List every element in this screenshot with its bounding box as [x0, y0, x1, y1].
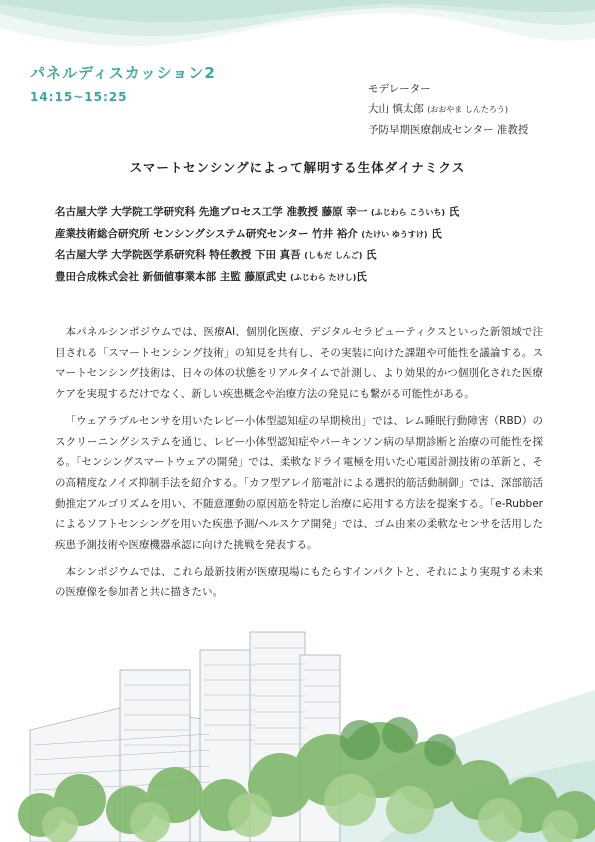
description — [55, 322, 543, 609]
moderator-block — [368, 79, 528, 140]
session-title: パネルディスカッション2 — [30, 64, 216, 82]
session-time: 14:15~15:25 — [30, 90, 128, 104]
session-topic: スマートセンシングによって解明する生体ダイナミクス — [129, 160, 466, 175]
description-paragraph: 本パネルシンポジウムでは、医療AI、個別化医療、デジタルセラピューティクスといった新領域で注目される「スマートセンシング技術」の知見を共有し、その実装に向けた課題や可能性を議論する。スマートセンシング技術は、日々の体の状態をリアルタイムで計測し、より効果的かつ個別化された医療ケアを実現するだけでなく、新しい疾患概念や治療方法の発見にも繋がる可能性がある。 — [55, 326, 543, 401]
hospital-building-illustration — [0, 610, 595, 842]
speaker-item: 産業技術総合研究所 センシングシステム研究センター 竹井 裕介 (たけい ゆうすけ) 氏 — [55, 227, 442, 240]
speaker-item: 豊田合成株式会社 新価値事業本部 主監 藤原武史 (ふじわら たけし)氏 — [55, 270, 367, 283]
moderator-name-line — [368, 99, 528, 120]
description-paragraph: 本シンポジウムでは、これら最新技術が医療現場にもたらすインパクトと、それにより実現する未来の医療像を参加者と共に描きたい。 — [55, 565, 543, 599]
description-paragraph: 「ウェアラブルセンサを用いたレビー小体型認知症の早期検出」では、レム睡眠行動障害（RBD）のスクリーニングシステムを通じ、レビー小体型認知症やパーキンソン病の早期診断と治療の可能性を探る。「センシングスマートウェアの開発」では、柔軟なドライ電極を用いた心電図計測技術の革新と、その高精度なノイズ抑制手法を紹介する。「カフ型アレイ筋電計による選択的筋活動制御」では、深部筋活動推定アルゴリズムを用い、不随意運動の原因筋を特定し治療に応用する方法を提案する。「e-Rubberによるソフトセンシングを用いた疾患予測/ヘルスケア開発」では、ゴム由来の柔軟なセンサを活用した疾患予測技術や医療機器承認に向けた挑戦を発表する。 — [55, 414, 543, 552]
moderator-name: 大山 慎太郎 — [368, 103, 424, 115]
speaker-item: 名古屋大学 大学院工学研究科 先進プロセス工学 准教授 藤原 幸一 (ふじわら こういち) 氏 — [55, 206, 460, 218]
moderator-reading: (おおやま しんたろう) — [427, 105, 508, 114]
speaker-list — [55, 202, 459, 288]
moderator-role: モデレーター — [368, 83, 431, 95]
speaker-item: 名古屋大学 大学院医学系研究科 特任教授 下田 真吾 (しもだ しんご) 氏 — [55, 249, 377, 261]
moderator-affiliation: 予防早期医療創成センター 准教授 — [368, 124, 529, 136]
header-wave-decoration — [0, 0, 595, 70]
